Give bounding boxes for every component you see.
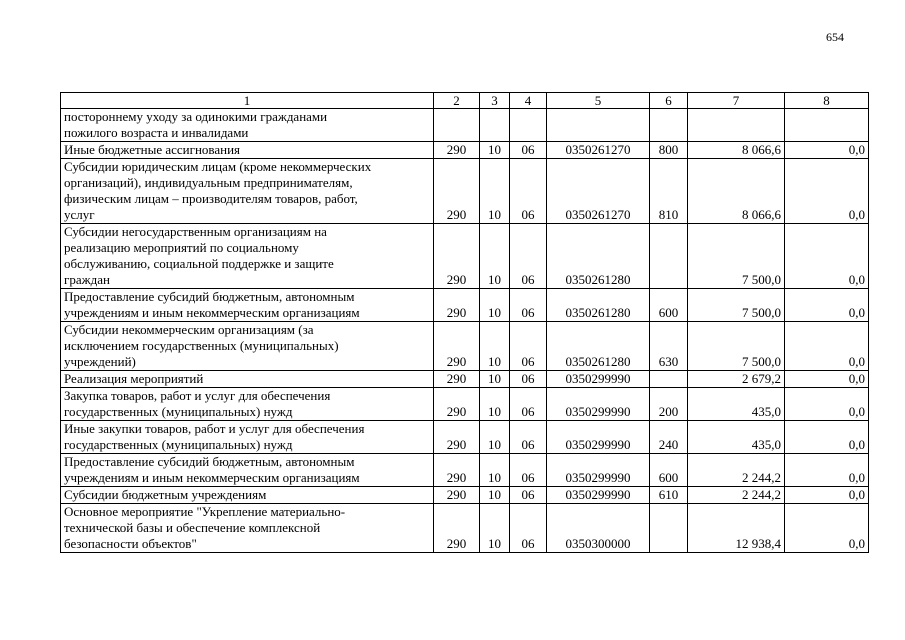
- row-name-cell: Закупка товаров, работ и услуг для обеспечения государственных (муниципальных) нужд: [61, 388, 434, 421]
- table-row: [61, 224, 869, 289]
- amount-cell: 2 244,2: [688, 487, 785, 504]
- table-row: [61, 421, 869, 454]
- section-code-cell: 290: [434, 421, 480, 454]
- row-name-cell: Иные бюджетные ассигнования: [61, 142, 434, 159]
- subchapter-code-cell: 06: [510, 454, 547, 487]
- expense-type-cell: 810: [650, 159, 688, 224]
- target-article-cell: [547, 109, 650, 142]
- subchapter-code-cell: 06: [510, 289, 547, 322]
- section-code-cell: [434, 109, 480, 142]
- amount-2-cell: 0,0: [785, 289, 869, 322]
- amount-cell: 7 500,0: [688, 322, 785, 371]
- subchapter-code-cell: 06: [510, 421, 547, 454]
- subchapter-code-cell: 06: [510, 322, 547, 371]
- row-name-cell: Субсидии некоммерческим организациям (за исключением государственных (муниципальных) учреждений): [61, 322, 434, 371]
- chapter-code-cell: 10: [480, 322, 510, 371]
- section-code-cell: 290: [434, 322, 480, 371]
- table-row: [61, 504, 869, 553]
- expense-type-cell: 600: [650, 289, 688, 322]
- amount-2-cell: 0,0: [785, 371, 869, 388]
- amount-2-cell: 0,0: [785, 454, 869, 487]
- table-row: [61, 388, 869, 421]
- amount-2-cell: 0,0: [785, 322, 869, 371]
- expense-type-cell: 800: [650, 142, 688, 159]
- amount-2-cell: 0,0: [785, 504, 869, 553]
- header-row: [61, 93, 869, 109]
- section-code-cell: 290: [434, 454, 480, 487]
- table-row: [61, 142, 869, 159]
- chapter-code-cell: 10: [480, 224, 510, 289]
- amount-2-cell: 0,0: [785, 159, 869, 224]
- row-name-cell: Реализация мероприятий: [61, 371, 434, 388]
- expense-type-cell: [650, 224, 688, 289]
- section-code-cell: 290: [434, 487, 480, 504]
- row-name-cell: Субсидии бюджетным учреждениям: [61, 487, 434, 504]
- expense-type-cell: 610: [650, 487, 688, 504]
- chapter-code-cell: 10: [480, 421, 510, 454]
- amount-cell: 7 500,0: [688, 224, 785, 289]
- amount-cell: 2 679,2: [688, 371, 785, 388]
- subchapter-code-cell: 06: [510, 487, 547, 504]
- expense-type-cell: [650, 109, 688, 142]
- amount-cell: 2 244,2: [688, 454, 785, 487]
- amount-cell: 12 938,4: [688, 504, 785, 553]
- expense-type-cell: 200: [650, 388, 688, 421]
- amount-2-cell: 0,0: [785, 421, 869, 454]
- subchapter-code-cell: 06: [510, 224, 547, 289]
- amount-2-cell: 0,0: [785, 388, 869, 421]
- section-code-cell: 290: [434, 289, 480, 322]
- chapter-code-cell: 10: [480, 487, 510, 504]
- expense-type-cell: [650, 504, 688, 553]
- chapter-code-cell: 10: [480, 454, 510, 487]
- table-row: [61, 159, 869, 224]
- column-header: 8: [785, 93, 869, 109]
- subchapter-code-cell: [510, 109, 547, 142]
- table-row: [61, 454, 869, 487]
- target-article-cell: 0350299990: [547, 421, 650, 454]
- amount-cell: [688, 109, 785, 142]
- chapter-code-cell: 10: [480, 504, 510, 553]
- subchapter-code-cell: 06: [510, 504, 547, 553]
- chapter-code-cell: 10: [480, 142, 510, 159]
- chapter-code-cell: 10: [480, 371, 510, 388]
- target-article-cell: 0350261280: [547, 322, 650, 371]
- chapter-code-cell: 10: [480, 289, 510, 322]
- amount-cell: 8 066,6: [688, 142, 785, 159]
- target-article-cell: 0350299990: [547, 454, 650, 487]
- subchapter-code-cell: 06: [510, 159, 547, 224]
- chapter-code-cell: 10: [480, 388, 510, 421]
- column-header: 3: [480, 93, 510, 109]
- subchapter-code-cell: 06: [510, 371, 547, 388]
- target-article-cell: 0350300000: [547, 504, 650, 553]
- row-name-cell: постороннему уходу за одинокими гражданами пожилого возраста и инвалидами: [61, 109, 434, 142]
- page-number: 654: [826, 30, 844, 44]
- section-code-cell: 290: [434, 504, 480, 553]
- row-name-cell: Субсидии негосударственным организациям на реализацию мероприятий по социальному обслуживанию, социальной поддержке и защите граждан: [61, 224, 434, 289]
- expense-type-cell: 240: [650, 421, 688, 454]
- column-header: 4: [510, 93, 547, 109]
- row-name-cell: Иные закупки товаров, работ и услуг для обеспечения государственных (муниципальных) нужд: [61, 421, 434, 454]
- amount-cell: 8 066,6: [688, 159, 785, 224]
- column-header: 5: [547, 93, 650, 109]
- column-header: 7: [688, 93, 785, 109]
- expense-type-cell: 630: [650, 322, 688, 371]
- section-code-cell: 290: [434, 224, 480, 289]
- table-row: [61, 487, 869, 504]
- section-code-cell: 290: [434, 388, 480, 421]
- amount-2-cell: 0,0: [785, 142, 869, 159]
- amount-2-cell: [785, 109, 869, 142]
- target-article-cell: 0350261270: [547, 142, 650, 159]
- amount-2-cell: 0,0: [785, 224, 869, 289]
- chapter-code-cell: [480, 109, 510, 142]
- target-article-cell: 0350299990: [547, 388, 650, 421]
- amount-cell: 435,0: [688, 388, 785, 421]
- amount-2-cell: 0,0: [785, 487, 869, 504]
- target-article-cell: 0350299990: [547, 371, 650, 388]
- subchapter-code-cell: 06: [510, 388, 547, 421]
- target-article-cell: 0350261280: [547, 289, 650, 322]
- expense-type-cell: [650, 371, 688, 388]
- target-article-cell: 0350299990: [547, 487, 650, 504]
- target-article-cell: 0350261270: [547, 159, 650, 224]
- amount-cell: 435,0: [688, 421, 785, 454]
- amount-cell: 7 500,0: [688, 289, 785, 322]
- section-code-cell: 290: [434, 142, 480, 159]
- section-code-cell: 290: [434, 371, 480, 388]
- chapter-code-cell: 10: [480, 159, 510, 224]
- expense-type-cell: 600: [650, 454, 688, 487]
- section-code-cell: 290: [434, 159, 480, 224]
- table-row: [61, 322, 869, 371]
- row-name-cell: Предоставление субсидий бюджетным, автономным учреждениям и иным некоммерческим организациям: [61, 289, 434, 322]
- subchapter-code-cell: 06: [510, 142, 547, 159]
- column-header: 1: [61, 93, 434, 109]
- row-name-cell: Субсидии юридическим лицам (кроме некоммерческих организаций), индивидуальным предпринимателям, физическим лицам – производителям товаров, работ, услуг: [61, 159, 434, 224]
- column-header: 6: [650, 93, 688, 109]
- target-article-cell: 0350261280: [547, 224, 650, 289]
- column-header: 2: [434, 93, 480, 109]
- table-row: [61, 371, 869, 388]
- budget-table: [60, 92, 869, 553]
- table-row: [61, 289, 869, 322]
- table-row: [61, 109, 869, 142]
- row-name-cell: Основное мероприятие "Укрепление материально- технической базы и обеспечение комплексной безопасности объектов": [61, 504, 434, 553]
- row-name-cell: Предоставление субсидий бюджетным, автономным учреждениям и иным некоммерческим организациям: [61, 454, 434, 487]
